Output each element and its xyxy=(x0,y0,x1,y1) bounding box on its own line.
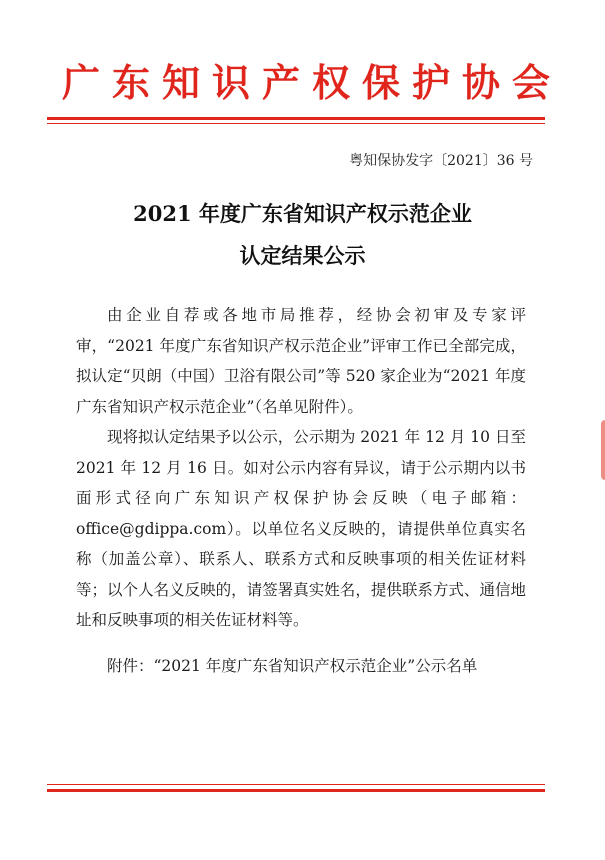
letterhead-divider-thin xyxy=(47,123,545,124)
letterhead-divider-thick xyxy=(47,117,545,120)
document-title-line-2: 认定结果公示 xyxy=(239,243,366,268)
letterhead-organization-name: 广东知识产权保护协会 xyxy=(62,60,563,105)
footer-divider-thin xyxy=(47,784,545,785)
document-title-line-1: 2021 年度广东省知识产权示范企业 xyxy=(133,201,472,226)
footer-divider-thick xyxy=(47,789,545,792)
document-number: 粤知保协发字〔2021〕36 号 xyxy=(349,153,533,169)
body-paragraph-1: 由企业自荐或各地市局推荐，经协会初审及专家评审，“2021 年度广东省知识产权示范企业”评审工作已全部完成，拟认定“贝朗（中国）卫浴有限公司”等 520 家企业为“2021 年度广东省知识产权示范企业”（名单见附件）。 xyxy=(76,306,526,416)
document-body xyxy=(76,300,526,636)
seal-edge-mark xyxy=(601,420,605,480)
attachment-note: 附件：“2021 年度广东省知识产权示范企业”公示名单 xyxy=(107,657,478,675)
body-paragraph-2: 现将拟认定结果予以公示，公示期为 2021 年 12 月 10 日至 2021 年 12 月 16 日。如对公示内容有异议，请于公示期内以书面形式径向广东知识产权保护协会反映（电子邮箱：office@gdippa.com）。以单位名义反映的，请提供单位真实名称（加盖公章）、联系人、联系方式和反映事项的相关佐证材料等；以个人名义反映的，请签署真实姓名，提供联系方式、通信地址和反映事项的相关佐证材料等。 xyxy=(76,428,526,629)
